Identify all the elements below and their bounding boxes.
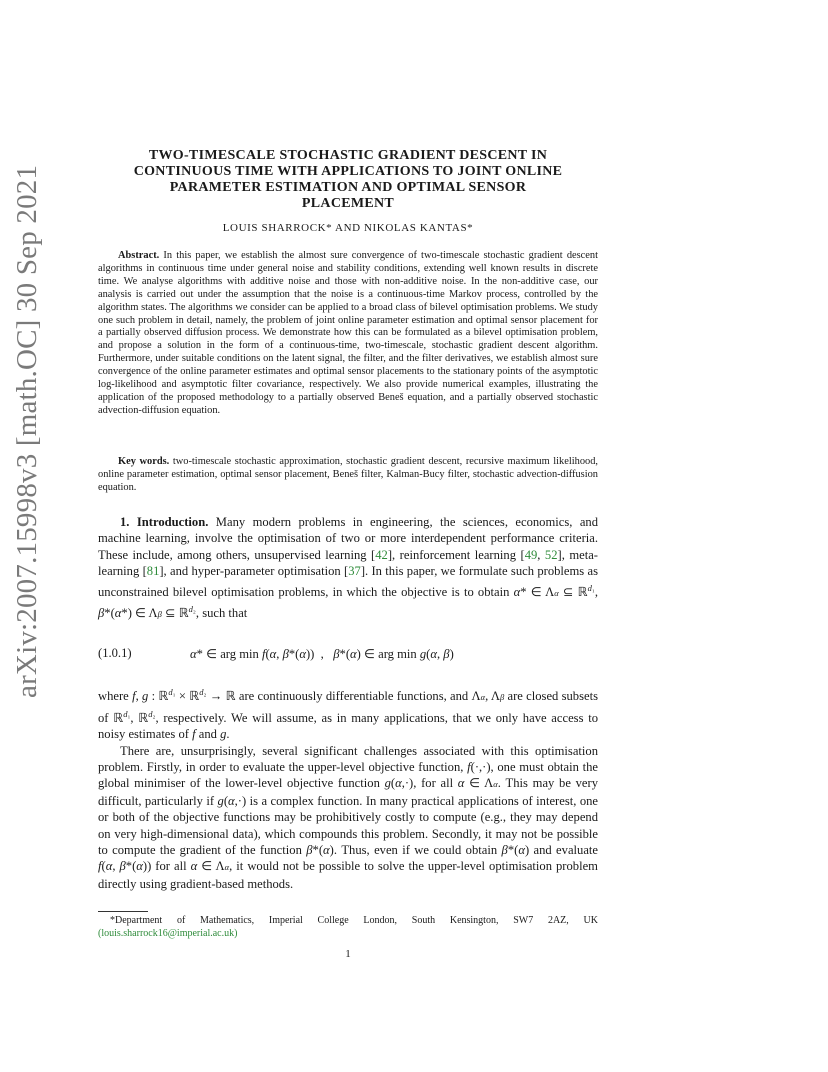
abstract-label: Abstract. [118, 250, 160, 261]
title-line-3: PARAMETER ESTIMATION AND OPTIMAL SENSOR [169, 180, 527, 195]
keywords-text: two-timescale stochastic approximation, stochastic gradient descent, recursive maximum likelihood, online parameter estimation, optimal sensor placement, Beneš filter, Kalman-Bucy filter, stochastic advection-diffusion equation. [98, 456, 598, 493]
equation-1-0-1 [98, 644, 598, 672]
footnote [98, 914, 598, 940]
title-line-1: TWO-TIMESCALE STOCHASTIC GRADIENT DESCENT IN [148, 148, 548, 163]
authors: LOUIS SHARROCK* AND NIKOLAS KANTAS* [222, 222, 474, 234]
section-heading: 1. Introduction. [120, 515, 209, 529]
keywords-label: Key words. [118, 456, 170, 467]
footnote-email-link[interactable]: (louis.sharrock16@imperial.ac.uk) [98, 928, 238, 939]
intro-paragraph-1: 1. Introduction. Many modern problems in engineering, the sciences, economics, and machine learning, involve the optimisation of two or more interdependent performance criteria. These include, among others, unsupervised learning [42], reinforcement learning [49, 52], meta-learning [81], and hyper-parameter optimisation [37]. In this paper, we formulate such problems as unconstrained bilevel optimisation problems, in which the objective is to obtain α* ∈ Λα ⊆ ℝ$^{d_1}$, β*(α*) ∈ Λβ ⊆ ℝ$^{d_2}$, such that [98, 515, 599, 621]
equation-body: α* ∈ arg min f(α, β*(α)) , β*(α) ∈ arg min g(α, β) [190, 647, 454, 661]
page-number: 1 [345, 948, 351, 960]
title-line-4: PLACEMENT [301, 196, 395, 211]
keywords [98, 456, 598, 495]
title-line-2: CONTINUOUS TIME WITH APPLICATIONS TO JOINT ONLINE [133, 164, 563, 179]
arxiv-identifier-sidebar: arXiv:2007.15998v3 [math.OC] 30 Sep 2021 [11, 164, 43, 698]
intro-paragraph-2: where f, g : ℝ$^{d_1}$ × ℝ$^{d_2}$ → ℝ are continuously differentiable functions, and Λα, Λβ are closed subsets of ℝ$^{d_1}$, ℝ$^{d_2}$, respectively. We will assume, as in many applications, that we only have access to noisy estimates of f and g. There are, unsurprisingly, several significant challenges associated with this optimisation problem. Firstly, in order to evaluate the upper-level objective function, f(·,·), one must obtain the global minimiser of the lower-level objective function g(α,·), for all α ∈ Λα. This may be very difficult, particularly if g(α,·) is a complex function. In many practical applications of interest, one or both of the objective functions may be prohibitively costly to compute (e.g., they may depend on very high-dimensional data), which compounds this problem. Secondly, it may not be possible to compute the gradient of the function β*(α). Thus, even if we could obtain β*(α) and evaluate f(α, β*(α)) for all α ∈ Λα, it would not be possible to solve the upper-level optimisation problem directly using gradient-based methods. [98, 687, 599, 891]
equation-number: (1.0.1) [98, 646, 132, 660]
paper-title [98, 148, 598, 212]
footnote-text: *Department of Mathematics, Imperial College London, South Kensington, SW7 2AZ, UK [110, 915, 598, 926]
footnote-rule [98, 911, 148, 912]
abstract-text: In this paper, we establish the almost sure convergence of two-timescale stochastic gradient descent algorithms in continuous time under general noise and stability conditions, extending well known results in discrete time. We analyse algorithms with additive noise and those with non-additive noise. In the non-additive case, our analysis is carried out under the assumption that the noise is a continuous-time Markov process, controlled by the algorithm states. The algorithms we consider can be applied to a broad class of bilevel optimisation problems. We study one such problem in detail, namely, the problem of joint online parameter estimation and optimal sensor placement for a partially observed diffusion process. We demonstrate how this can be formulated as a bilevel optimisation problem, and propose a solution in the form of a continuous-time, two-timescale, stochastic gradient descent algorithm. Furthermore, under suitable conditions on the latent signal, the filter, and the filter derivatives, we establish almost sure convergence of the online parameter estimates and optimal sensor placements to the stationary points of the asymptotic log-likelihood and asymptotic filter covariance, respectively. We also provide numerical examples, illustrating the application of the proposed methodology to a partially observed Beneš equation, and a partially observed stochastic advection-diffusion equation. [98, 250, 598, 416]
abstract [98, 250, 598, 418]
